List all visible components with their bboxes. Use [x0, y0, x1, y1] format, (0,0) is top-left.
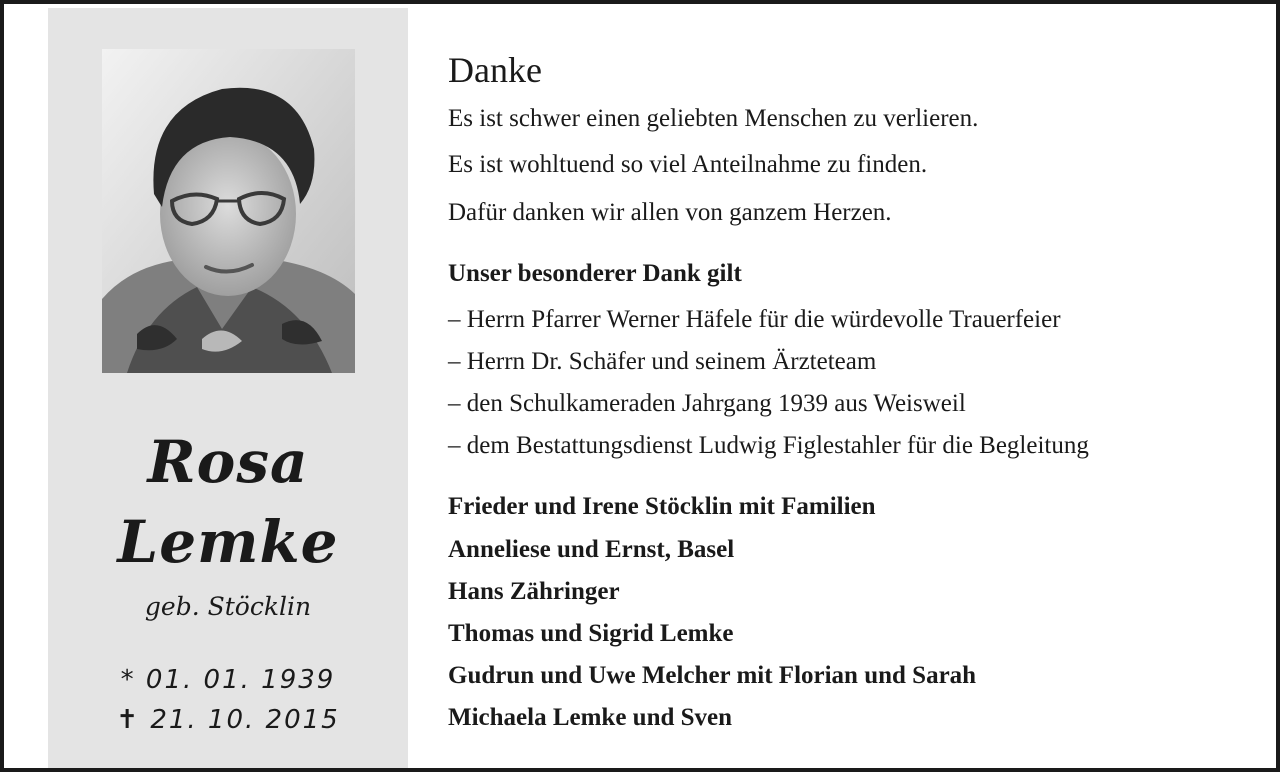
portrait-image [102, 49, 355, 373]
special-thanks-item: – Herrn Dr. Schäfer und seinem Ärzteteam [448, 348, 877, 375]
special-thanks-item: – den Schulkameraden Jahrgang 1939 aus Weisweil [448, 390, 966, 417]
message-line: Es ist schwer einen geliebten Menschen zu verlieren. [448, 105, 979, 132]
special-thanks-item: – Herrn Pfarrer Werner Häfele für die würdevolle Trauerfeier [448, 306, 1061, 333]
thanks-title: Danke [448, 50, 542, 90]
family-member: Gudrun und Uwe Melcher mit Florian und Sarah [448, 662, 977, 689]
family-member: Thomas und Sigrid Lemke [448, 620, 734, 647]
memorial-sidebar [48, 8, 408, 772]
message-line: Dafür danken wir allen von ganzem Herzen. [448, 199, 892, 226]
portrait-photo [102, 49, 355, 373]
family-member: Michaela Lemke und Sven [448, 704, 733, 731]
family-member: Anneliese und Ernst, Basel [448, 536, 735, 563]
death-date: ✝ 21. 10. 2015 [116, 705, 340, 735]
deceased-first-name: Rosa [147, 428, 309, 496]
special-thanks-heading: Unser besonderer Dank gilt [448, 260, 742, 287]
family-member: Hans Zähringer [448, 578, 620, 605]
message-line: Es ist wohltuend so viel Anteilnahme zu finden. [448, 151, 928, 178]
deceased-maiden-name: geb. Stöcklin [144, 592, 312, 621]
deceased-last-name: Lemke [117, 508, 339, 576]
family-member: Frieder und Irene Stöcklin mit Familien [448, 493, 876, 520]
special-thanks-item: – dem Bestattungsdienst Ludwig Figlestahler für die Begleitung [448, 432, 1089, 459]
birth-date: * 01. 01. 1939 [120, 665, 336, 695]
